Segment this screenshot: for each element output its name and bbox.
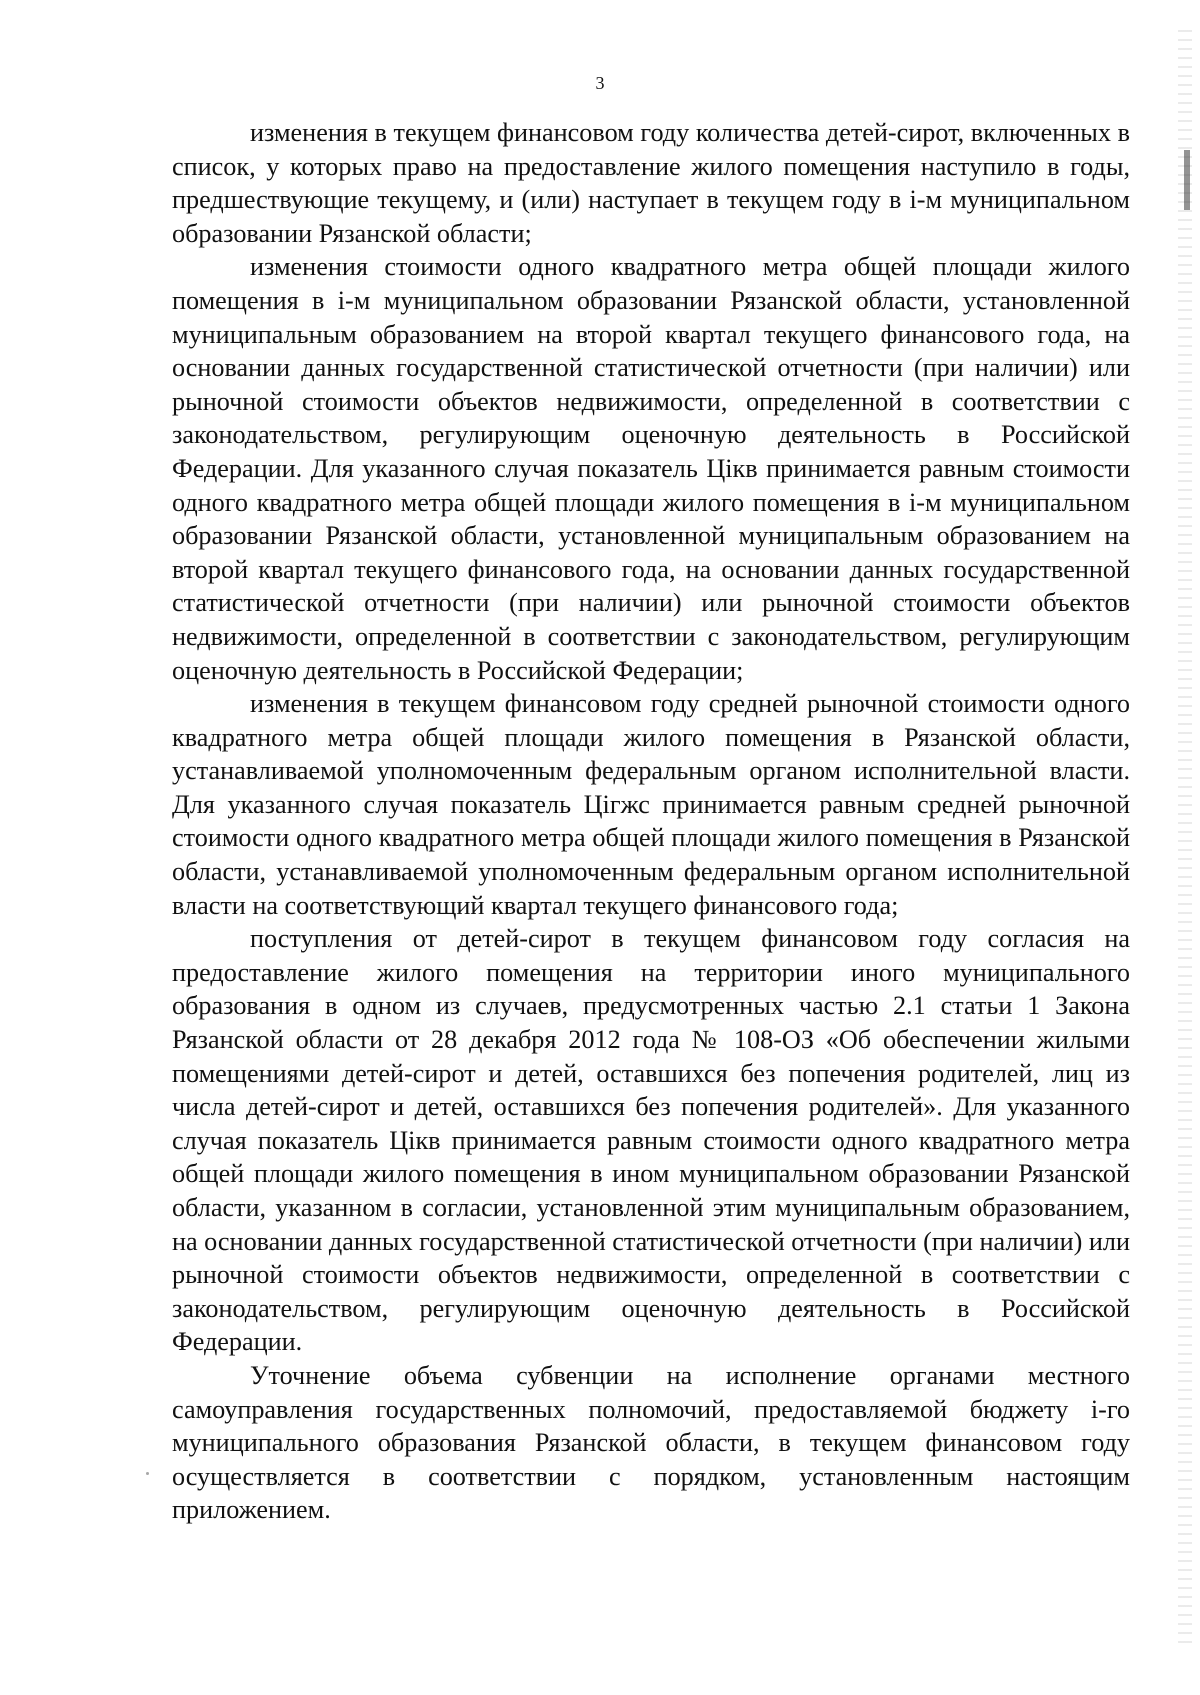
- paragraph-5: Уточнение объема субвенции на исполнение органами местного самоуправления государственных полномочий, предоставляемой бюджету i-го муниципального образования Рязанской области, в текущем финансовом году осуществляется в соответствии с порядком, установленным настоящим приложением.: [172, 1360, 1130, 1525]
- document-body: [172, 116, 1130, 1527]
- paragraph-3: изменения в текущем финансовом году средней рыночной стоимости одного квадратного метра общей площади жилого помещения в Рязанской области, устанавливаемой уполномоченным федеральным органом исполнительной власти. Для указанного случая показатель Цігжс принимается равным средней рыночной стоимости одного квадратного метра общей площади жилого помещения в Рязанской области, устанавливаемой уполномоченным федеральным органом исполнительной власти на соответствующий квартал текущего финансового года;: [172, 689, 1130, 920]
- scan-edge-artifact: [1184, 150, 1190, 210]
- paragraph-4: поступления от детей-сирот в текущем финансовом году согласия на предоставление жилого помещения на территории иного муниципального образования в одном из случаев, предусмотренных частью 2.1 статьи 1 Закона Рязанской области от 28 декабря 2012 года № 108-ОЗ «Об обеспечении жилыми помещениями детей-сирот и детей, оставшихся без попечения родителей, лиц из числа детей-сирот и детей, оставшихся без попечения родителей». Для указанного случая показатель Цікв принимается равным стоимости одного квадратного метра общей площади жилого помещения в ином муниципальном образовании Рязанской области, указанном в согласии, установленной этим муниципальным образованием, на основании данных государственной статистической отчетности (при наличии) или рыночной стоимости объектов недвижимости, определенной в соответствии с законодательством, регулирующим оценочную деятельность в Российской Федерации.: [172, 924, 1131, 1357]
- paragraph-2: изменения стоимости одного квадратного метра общей площади жилого помещения в i-м муниципальном образовании Рязанской области, установленной муниципальным образованием на второй квартал текущего финансового года, на основании данных государственной статистической отчетности (при наличии) или рыночной стоимости объектов недвижимости, определенной в соответствии с законодательством, регулирующим оценочную деятельность в Российской Федерации. Для указанного случая показатель Цікв принимается равным стоимости одного квадратного метра общей площади жилого помещения в i-м муниципальном образовании Рязанской области, установленной муниципальным образованием на второй квартал текущего финансового года, на основании данных государственной статистической отчетности (при наличии) или рыночной стоимости объектов недвижимости, определенной в соответствии с законодательством, регулирующим оценочную деятельность в Российской Федерации;: [172, 252, 1130, 685]
- scan-edge-marks: [1178, 30, 1192, 1650]
- scan-speck: [146, 1472, 149, 1475]
- paragraph-1: изменения в текущем финансовом году количества детей-сирот, включенных в список, у которых право на предоставление жилого помещения наступило в годы, предшествующие текущему, и (или) наступает в текущем году в i-м муниципальном образовании Рязанской области;: [172, 118, 1130, 248]
- page-number: 3: [595, 73, 605, 93]
